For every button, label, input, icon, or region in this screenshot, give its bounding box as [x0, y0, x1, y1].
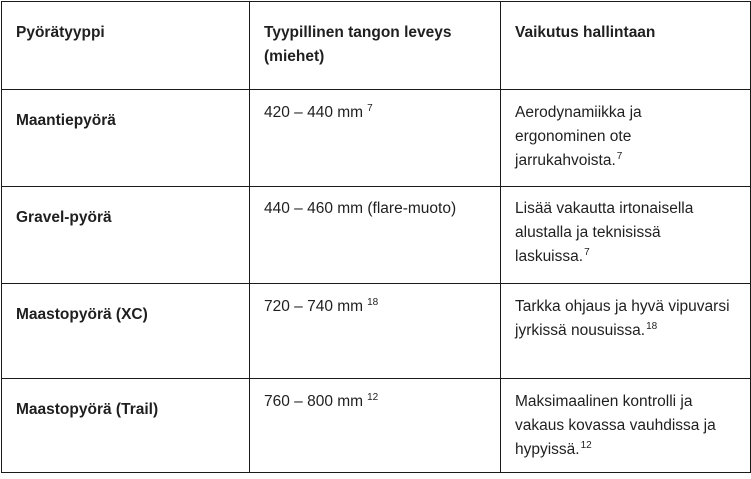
effect-text: Lisää vakautta irtonaisella alustalla ja teknisissä laskuissa.	[515, 200, 694, 265]
table-row	[2, 90, 751, 187]
row-bar-width	[250, 90, 501, 187]
effect-citation: 12	[580, 439, 592, 451]
effect-citation: 7	[584, 246, 590, 258]
table-row	[2, 284, 751, 379]
table-row	[2, 187, 751, 284]
effect-text: Aerodynamiikka ja ergonominen ote jarrukahvoista.	[515, 104, 642, 169]
header-handling-effect: Vaikutus hallintaan	[501, 2, 751, 90]
row-bar-width	[250, 187, 501, 284]
width-citation: 18	[367, 296, 379, 308]
width-citation: 7	[367, 102, 373, 114]
width-value: 440 – 460 mm (flare-muoto)	[264, 200, 457, 217]
row-bar-width	[250, 284, 501, 379]
row-bar-width	[250, 379, 501, 473]
row-bike-type: Maastopyörä (XC)	[2, 284, 250, 379]
header-bike-type: Pyörätyyppi	[2, 2, 250, 90]
row-handling-effect	[501, 90, 751, 187]
table-header-row	[2, 2, 751, 90]
bike-handlebar-table	[1, 1, 751, 473]
width-citation: 12	[367, 391, 379, 403]
effect-text: Tarkka ohjaus ja hyvä vipuvarsi jyrkissä nousuissa.	[515, 298, 730, 339]
row-handling-effect	[501, 379, 751, 473]
row-bike-type: Maastopyörä (Trail)	[2, 379, 250, 473]
width-value: 760 – 800 mm	[264, 393, 364, 410]
row-bike-type: Gravel-pyörä	[2, 187, 250, 284]
row-handling-effect	[501, 187, 751, 284]
row-handling-effect	[501, 284, 751, 379]
table-row	[2, 379, 751, 473]
effect-citation: 18	[646, 320, 658, 332]
header-bar-width: Tyypillinen tangon leveys (miehet)	[250, 2, 501, 90]
row-bike-type: Maantiepyörä	[2, 90, 250, 187]
width-value: 720 – 740 mm	[264, 298, 364, 315]
width-value: 420 – 440 mm	[264, 104, 364, 121]
effect-text: Maksimaalinen kontrolli ja vakaus kovassa vauhdissa ja hypyissä.	[515, 393, 716, 458]
effect-citation: 7	[616, 150, 623, 162]
